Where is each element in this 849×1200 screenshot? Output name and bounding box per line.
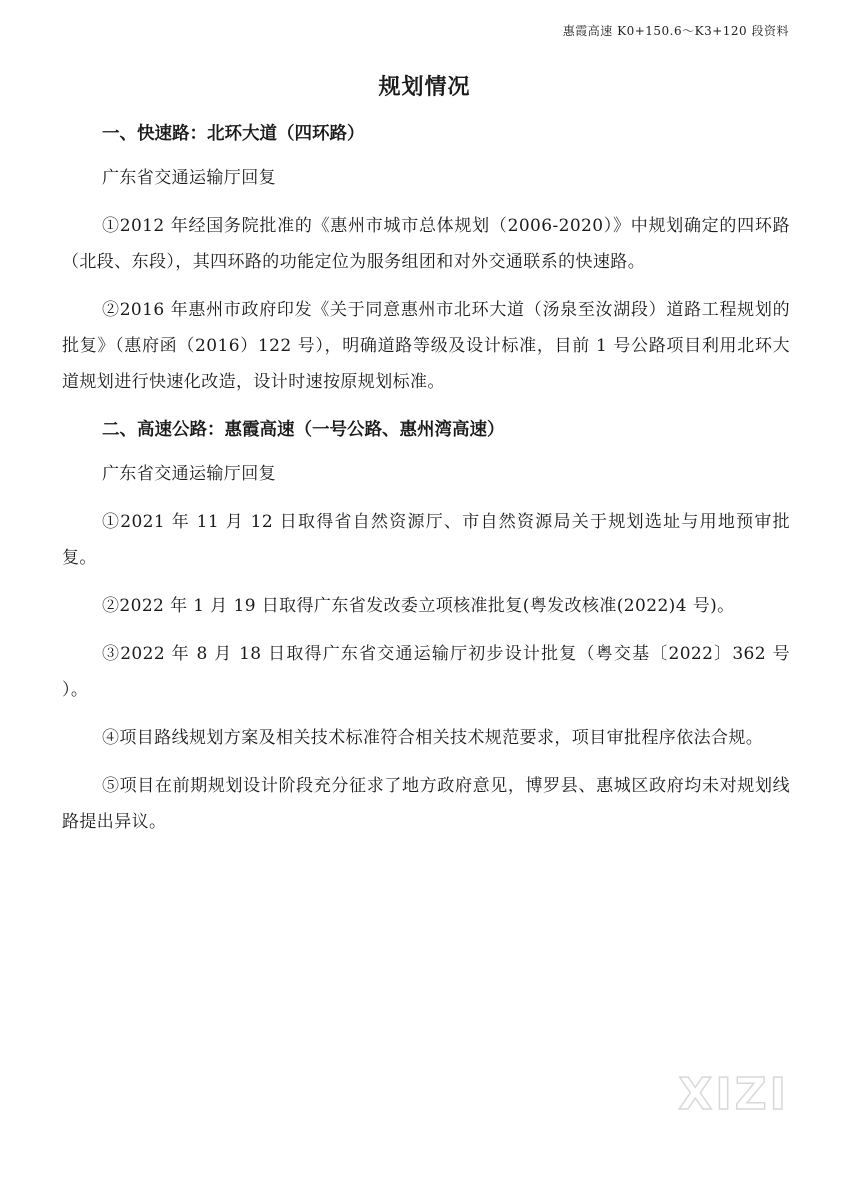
section-heading: 二、高速公路：惠霞高速（一号公路、惠州湾高速）: [102, 420, 505, 440]
document-body: [62, 112, 790, 852]
section-expressway: [62, 116, 790, 400]
page-title: 规划情况: [378, 74, 471, 100]
watermark-logo: XIZI: [678, 1069, 789, 1120]
paragraph: ①2012 年经国务院批准的《惠州市城市总体规划（2006-2020）》中规划确定的四环路（北段、东段），其四环路的功能定位为服务组团和对外交通联系的快速路。: [62, 216, 790, 272]
paragraph: ②2022 年 1 月 19 日取得广东省发改委立项核准批复(粤发改核准(2022)4 号)。: [102, 596, 735, 616]
section-heading: 一、快速路：北环大道（四环路）: [102, 124, 365, 144]
paragraph: ①2021 年 11 月 12 日取得省自然资源厅、市自然资源局关于规划选址与用地预审批复。: [62, 512, 790, 568]
paragraph: ⑤项目在前期规划设计阶段充分征求了地方政府意见，博罗县、惠城区政府均未对规划线路提出异议。: [62, 776, 790, 832]
paragraph: 广东省交通运输厅回复: [102, 464, 276, 484]
paragraph: ④项目路线规划方案及相关技术标准符合相关技术规范要求，项目审批程序依法合规。: [102, 728, 764, 748]
paragraph: 广东省交通运输厅回复: [102, 168, 276, 188]
section-highway: [62, 412, 790, 840]
header-note: 惠霞高速 K0+150.6～K3+120 段资料: [562, 24, 789, 38]
paragraph: ③2022 年 8 月 18 日取得广东省交通运输厅初步设计批复（粤交基〔2022〕362 号 ）。: [62, 644, 790, 700]
paragraph: ②2016 年惠州市政府印发《关于同意惠州市北环大道（汤泉至汝湖段）道路工程规划的批复》（惠府函（2016）122 号），明确道路等级及设计标准，目前 1 号公路项目利用北环大道规划进行快速化改造，设计时速按原规划标准。: [62, 300, 790, 392]
